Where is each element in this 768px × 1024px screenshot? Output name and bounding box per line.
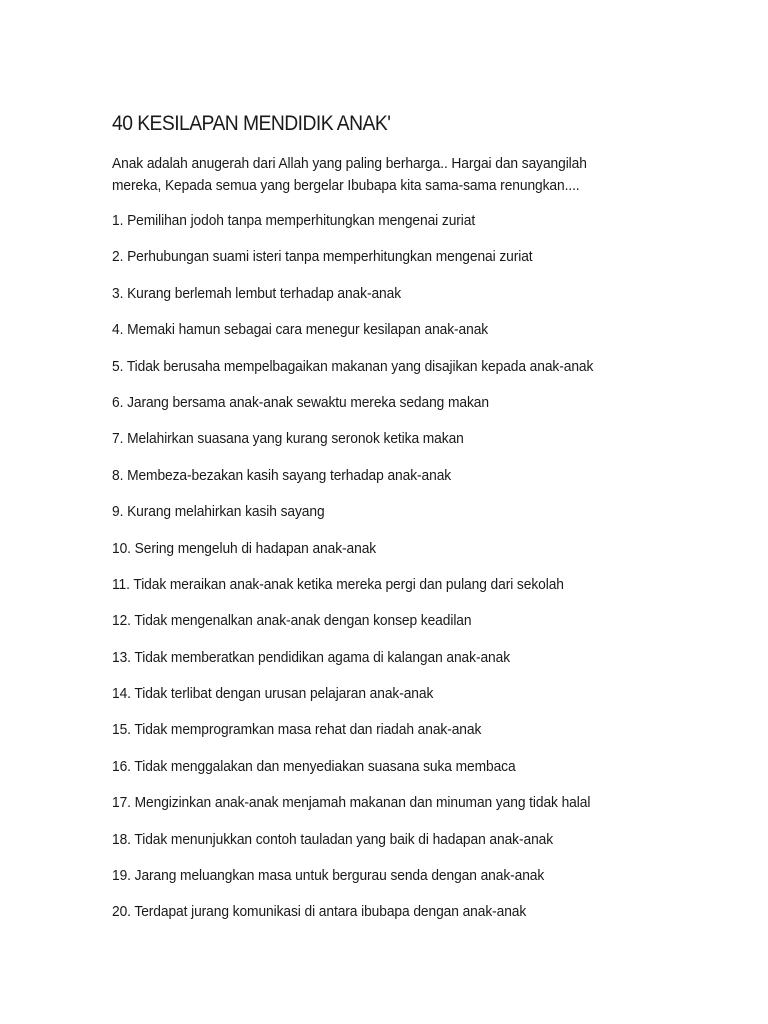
list-item: 6. Jarang bersama anak-anak sewaktu mereka sedang makan xyxy=(112,393,489,411)
list-item: 19. Jarang meluangkan masa untuk bergurau senda dengan anak-anak xyxy=(112,867,545,885)
list-item: 4. Memaki hamun sebagai cara menegur kesilapan anak-anak xyxy=(112,321,489,339)
list-item: 15. Tidak memprogramkan masa rehat dan riadah anak-anak xyxy=(112,721,482,739)
list-item: 20. Terdapat jurang komunikasi di antara ibubapa dengan anak-anak xyxy=(112,903,527,921)
list-item: 13. Tidak memberatkan pendidikan agama di kalangan anak-anak xyxy=(112,648,511,666)
list-item: 12. Tidak mengenalkan anak-anak dengan konsep keadilan xyxy=(112,612,472,630)
list-item: 17. Mengizinkan anak-anak menjamah makanan dan minuman yang tidak halal xyxy=(112,794,591,812)
list-item: 5. Tidak berusaha mempelbagaikan makanan yang disajikan kepada anak-anak xyxy=(112,357,594,375)
list-item: 1. Pemilihan jodoh tanpa memperhitungkan mengenai zuriat xyxy=(112,212,476,229)
document-title: 40 KESILAPAN MENDIDIK ANAK' xyxy=(112,112,391,135)
list-item: 3. Kurang berlemah lembut terhadap anak-anak xyxy=(112,284,402,302)
intro-line-2: mereka, Kepada semua yang bergelar Ibubapa kita sama-sama renungkan.... xyxy=(112,177,580,194)
list-item: 7. Melahirkan suasana yang kurang seronok ketika makan xyxy=(112,430,464,448)
intro-paragraph xyxy=(112,153,627,197)
document-page xyxy=(112,110,652,939)
mistakes-list xyxy=(112,211,652,939)
list-item: 9. Kurang melahirkan kasih sayang xyxy=(112,503,325,521)
list-item: 10. Sering mengeluh di hadapan anak-anak xyxy=(112,539,377,557)
list-item: 2. Perhubungan suami isteri tanpa memperhitungkan mengenai zuriat xyxy=(112,248,533,266)
list-item: 8. Membeza-bezakan kasih sayang terhadap anak-anak xyxy=(112,466,452,484)
intro-line-1: Anak adalah anugerah dari Allah yang paling berharga.. Hargai dan sayangilah xyxy=(112,155,587,172)
list-item: 11. Tidak meraikan anak-anak ketika mereka pergi dan pulang dari sekolah xyxy=(112,575,564,593)
list-item: 18. Tidak menunjukkan contoh tauladan yang baik di hadapan anak-anak xyxy=(112,830,554,848)
list-item: 14. Tidak terlibat dengan urusan pelajaran anak-anak xyxy=(112,685,434,703)
list-item: 16. Tidak menggalakan dan menyediakan suasana suka membaca xyxy=(112,757,516,775)
